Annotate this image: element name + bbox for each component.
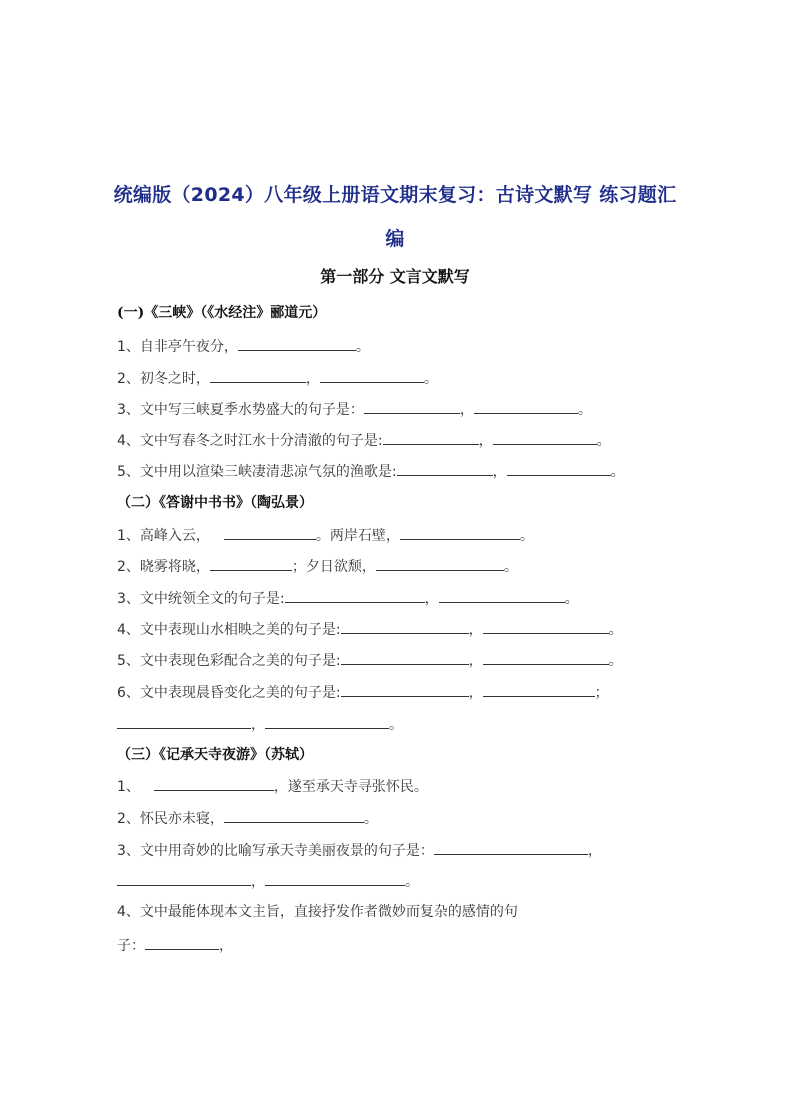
- answer-blank[interactable]: [341, 649, 469, 665]
- answer-blank[interactable]: [341, 618, 469, 634]
- answer-blank[interactable]: [507, 460, 611, 476]
- answer-blank[interactable]: [400, 524, 520, 540]
- question-line: 4、文中最能体现本文主旨，直接抒发作者微妙而复杂的感情的句: [117, 904, 518, 920]
- question-line: 2、初冬之时， ， 。: [117, 367, 438, 389]
- section-heading-sanxia: (一)《三峡》（《水经注》郦道元）: [117, 305, 327, 321]
- answer-blank[interactable]: [341, 681, 469, 697]
- answer-blank[interactable]: [439, 587, 565, 603]
- question-line: 6、文中表现晨昏变化之美的句子是: ， ；: [117, 681, 609, 703]
- answer-blank[interactable]: [493, 429, 597, 445]
- answer-blank[interactable]: [145, 934, 219, 950]
- answer-blank[interactable]: [285, 587, 425, 603]
- answer-blank[interactable]: [383, 429, 479, 445]
- question-line: 3、文中用奇妙的比喻写承天寺美丽夜景的句子是： ，: [117, 839, 602, 861]
- question-line: 3、文中统领全文的句子是: ， 。: [117, 587, 579, 609]
- answer-blank[interactable]: [224, 807, 364, 823]
- answer-blank[interactable]: [434, 839, 588, 855]
- answer-blank[interactable]: [320, 367, 424, 383]
- question-line-continued: ， 。: [117, 713, 403, 735]
- part-heading: 第一部分 文言文默写: [320, 267, 470, 286]
- answer-blank[interactable]: [265, 713, 389, 729]
- question-line: 2、怀民亦未寝， 。: [117, 807, 378, 829]
- answer-blank[interactable]: [364, 398, 460, 414]
- answer-blank[interactable]: [154, 775, 274, 791]
- question-line: 5、文中用以渲染三峡凄清悲凉气氛的渔歌是: ， 。: [117, 460, 625, 482]
- question-line: 4、文中写春冬之时江水十分清澈的句子是: ， 。: [117, 429, 611, 451]
- answer-blank[interactable]: [483, 649, 609, 665]
- doc-title-line1: 统编版（2024）八年级上册语文期末复习：古诗文默写 练习题汇: [113, 184, 677, 206]
- doc-title-line2: 编: [385, 228, 405, 250]
- answer-blank[interactable]: [483, 618, 609, 634]
- section-heading-chengtiansi: （三）《记承天寺夜游》（苏轼）: [117, 747, 313, 763]
- answer-blank[interactable]: [238, 335, 356, 351]
- question-line: 2、晓雾将晓， ；夕日欲颓， 。: [117, 555, 518, 577]
- question-line: 1、 ，遂至承天寺寻张怀民。: [117, 775, 428, 797]
- answer-blank[interactable]: [210, 367, 306, 383]
- answer-blank[interactable]: [117, 713, 251, 729]
- question-line: 1、自非亭午夜分， 。: [117, 335, 370, 357]
- question-line: 3、文中写三峡夏季水势盛大的句子是： ， 。: [117, 398, 592, 420]
- answer-blank[interactable]: [117, 870, 251, 886]
- question-line-continued: ， 。: [117, 870, 419, 892]
- question-line: 1、高峰入云， 。两岸石壁， 。: [117, 524, 534, 546]
- answer-blank[interactable]: [210, 555, 292, 571]
- answer-blank[interactable]: [224, 524, 316, 540]
- answer-blank[interactable]: [483, 681, 595, 697]
- question-line: 5、文中表现色彩配合之美的句子是: ， 。: [117, 649, 623, 671]
- question-line: 4、文中表现山水相映之美的句子是: ， 。: [117, 618, 623, 640]
- question-line-continued: 子： ，: [117, 934, 233, 956]
- answer-blank[interactable]: [376, 555, 504, 571]
- answer-blank[interactable]: [474, 398, 578, 414]
- section-heading-daxiezhongshushu: （二）《答谢中书书》（陶弘景）: [117, 495, 313, 511]
- answer-blank[interactable]: [265, 870, 405, 886]
- answer-blank[interactable]: [397, 460, 493, 476]
